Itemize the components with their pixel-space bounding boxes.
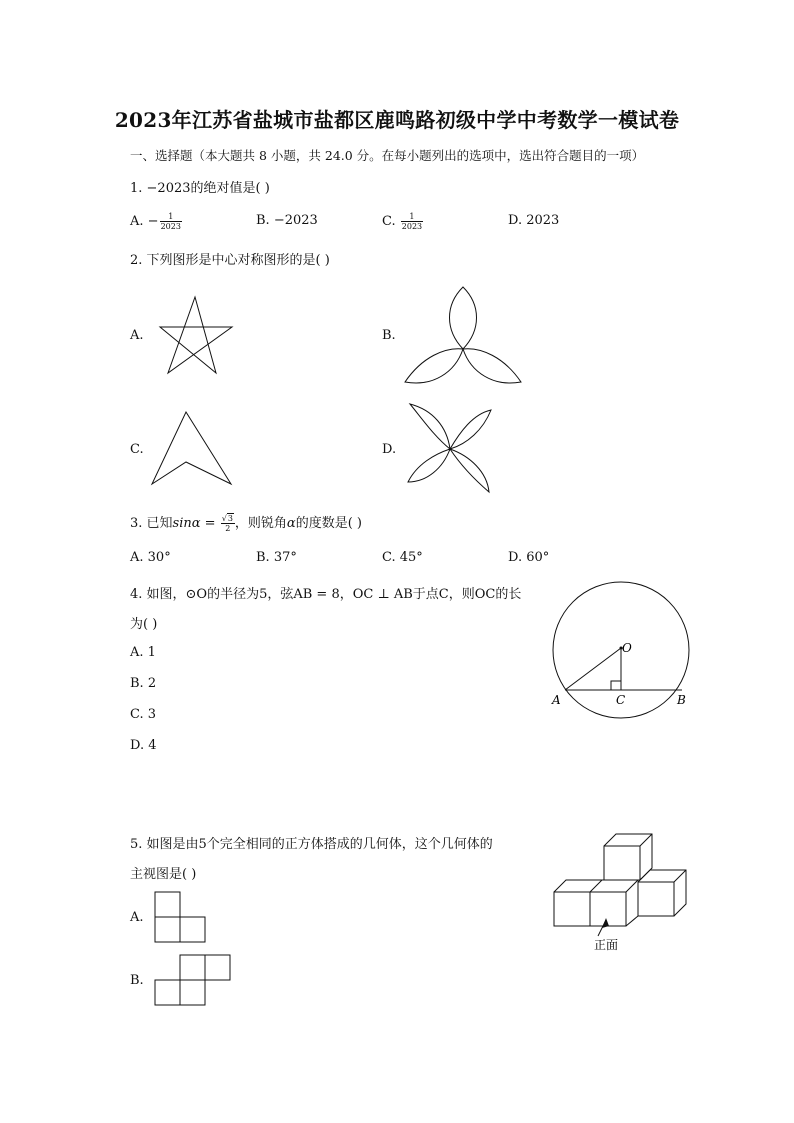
page-title: 2023年江苏省盐城市盐都区鹿鸣路初级中学中考数学一模试卷 (114, 108, 680, 132)
q4-option-d[interactable]: D. 4 (130, 738, 157, 753)
q4-option-b[interactable]: B. 2 (130, 676, 157, 691)
label-b: B (677, 693, 686, 707)
label-o: O (622, 641, 632, 655)
label-a: A (552, 693, 561, 707)
q2-option-b-label[interactable]: B. (382, 328, 396, 343)
question-5-stem-line1: 5. 如图是由5个完全相同的正方体搭成的几何体，这个几何体的 (130, 837, 493, 852)
sqrt-icon: √3 (221, 514, 233, 523)
q3-sin-alpha: sinα (172, 516, 201, 531)
q2-option-d-label[interactable]: D. (382, 442, 397, 457)
q3-stem-middle: ，则锐角 (234, 516, 287, 531)
option-a-front-view (154, 891, 208, 945)
q1-c-numerator: 1 (401, 212, 423, 222)
q1-option-c[interactable] (382, 212, 423, 231)
option-b-front-view (154, 954, 234, 1008)
q1-option-a[interactable] (130, 212, 182, 231)
q1-c-denominator: 2023 (401, 222, 423, 231)
question-5-stem-line2: 主视图是( ) (130, 867, 197, 882)
q3-alpha: α (286, 516, 296, 531)
q3-fraction-denominator: 2 (225, 524, 231, 533)
five-pointed-star-figure (148, 295, 238, 377)
q3-radicand: 3 (227, 514, 233, 523)
circle-chord-figure (548, 580, 698, 715)
q4-option-a[interactable]: A. 1 (130, 645, 156, 660)
q2-option-c-label[interactable]: C. (130, 442, 144, 457)
q3-equals: = (200, 516, 220, 531)
q3-stem-suffix: 的度数是( ) (295, 516, 362, 531)
q3-option-c[interactable]: C. 45° (382, 550, 423, 565)
q1-a-denominator: 2023 (160, 222, 181, 231)
three-petal-figure (400, 285, 525, 385)
q1-option-a-sign: − (147, 214, 159, 229)
q3-option-d[interactable]: D. 60° (508, 550, 550, 565)
q1-option-a-label: A. (130, 214, 144, 229)
question-2-stem: 2. 下列图形是中心对称图形的是( ) (130, 253, 330, 268)
q3-option-a[interactable]: A. 30° (130, 550, 171, 565)
question-1-stem: 1. −2023的绝对值是( ) (130, 181, 270, 196)
arrowhead-figure (150, 410, 235, 488)
cube-stack-figure (552, 832, 697, 957)
q4-option-c[interactable]: C. 3 (130, 707, 157, 722)
section-header: 一、选择题（本大题共 8 小题，共 24.0 分。在每小题列出的选项中，选出符合题目的一项） (130, 148, 645, 163)
four-petal-figure (405, 402, 495, 496)
q5-option-a-label[interactable]: A. (130, 910, 144, 925)
q1-option-c-label: C. (382, 214, 396, 229)
question-4-stem-line2: 为( ) (130, 617, 158, 632)
q1-option-d[interactable]: D. 2023 (508, 213, 560, 228)
q1-option-b[interactable]: B. −2023 (256, 213, 318, 228)
front-view-label: 正面 (594, 938, 619, 952)
q3-fraction-numerator (221, 514, 235, 524)
question-3-stem (130, 512, 362, 533)
q3-option-b[interactable]: B. 37° (256, 550, 297, 565)
q1-a-numerator: 1 (160, 212, 182, 222)
q1-option-a-fraction (160, 212, 182, 231)
label-c: C (616, 693, 626, 707)
q3-fraction (221, 514, 235, 533)
question-4-stem-line1: 4. 如图，⊙O的半径为5，弦AB = 8，OC ⊥ AB于点C，则OC的长 (130, 587, 522, 602)
q3-stem-prefix: 3. 已知 (130, 516, 173, 531)
q5-option-b-label[interactable]: B. (130, 973, 144, 988)
q2-option-a-label[interactable]: A. (130, 328, 144, 343)
q1-option-c-fraction (401, 212, 423, 231)
